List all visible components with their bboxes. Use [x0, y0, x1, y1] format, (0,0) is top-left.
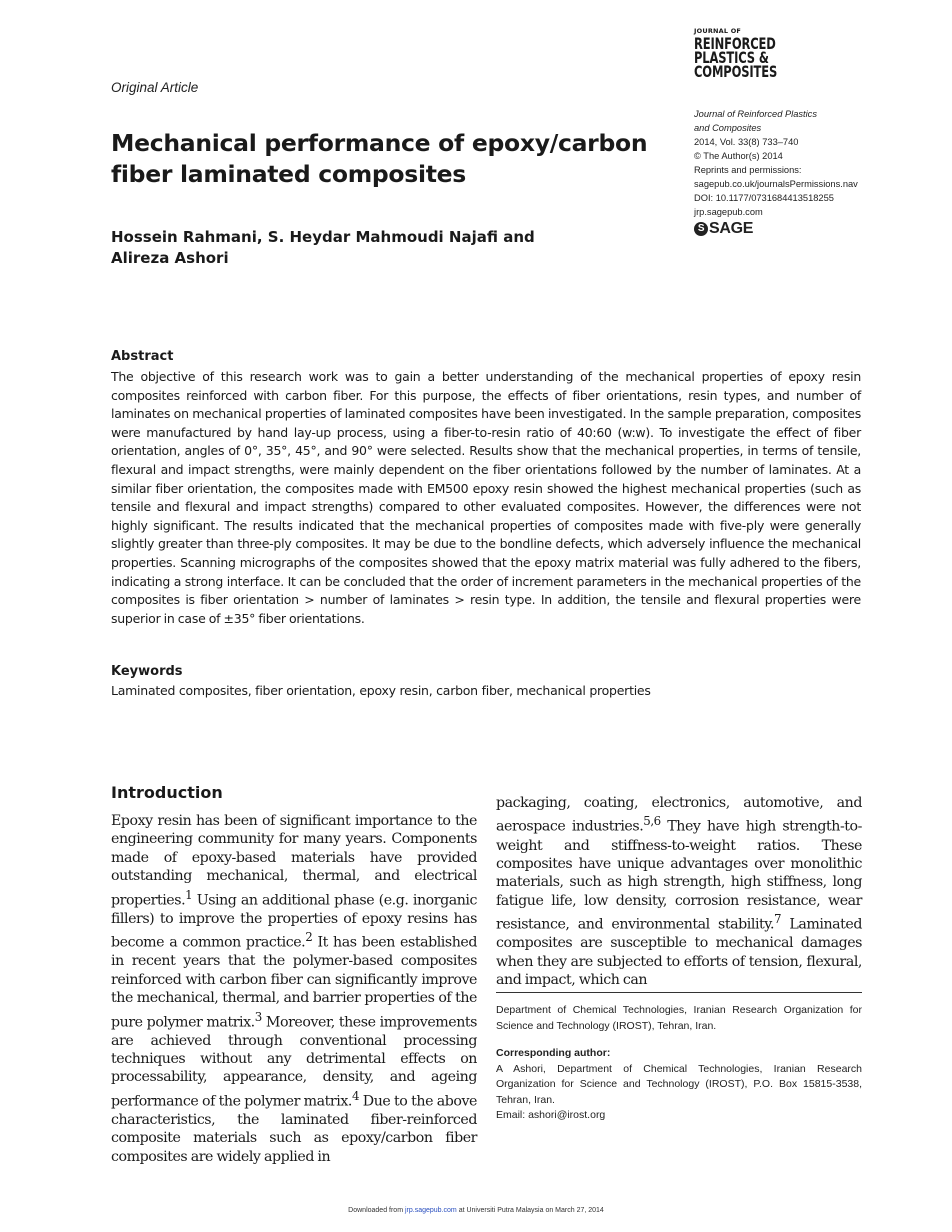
intro-text: Moreover, these improvements are achieved through conventional processing techniques without any detrimental effects on processability, appearance, density, and ageing performance of the polymer matrix.	[111, 1014, 477, 1110]
introduction-left-column	[111, 812, 477, 1166]
citation-ref[interactable]: 4	[351, 1088, 360, 1103]
footnotes	[496, 1003, 862, 1124]
download-suffix: at Universiti Putra Malaysia on March 27, 2014	[456, 1207, 604, 1214]
intro-text: packaging, coating, electronics, automotive, and aerospace industries.	[496, 795, 862, 836]
download-notice	[0, 1207, 952, 1214]
download-prefix: Downloaded from	[348, 1207, 405, 1214]
journal-logo-small: JOURNAL OF	[694, 27, 742, 35]
sage-logo-icon: S	[694, 222, 708, 236]
intro-text: It has been established in recent years that the polymer-based composites reinforced with carbon fiber can significantly improve the mechanical, thermal, and barrier properties of the pure polymer matrix.	[111, 934, 477, 1031]
journal-logo	[694, 28, 809, 79]
corresponding-author-email[interactable]: Email: ashori@irost.org	[496, 1109, 606, 1121]
journal-logo-line: COMPOSITES	[694, 61, 778, 81]
affiliation-note: Department of Chemical Technologies, Iranian Research Organization for Science and Technology (IROST), Tehran, Iran.	[496, 1004, 862, 1032]
intro-text: Laminated composites are susceptible to mechanical damages when they are subjected to efforts of tension, flexural, and impact, which can	[496, 916, 862, 989]
journal-logo-line: REINFORCED	[694, 33, 776, 53]
introduction-right-column	[496, 794, 862, 989]
journal-meta	[694, 107, 858, 236]
meta-reprints: Reprints and permissions:	[694, 165, 802, 175]
intro-text: They have high strength-to-weight and stiffness-to-weight ratios. These composites have unique advantages over monolithic materials, such as high strength, high stiffness, long fatigue life, low density, corrosion resistance, wear resistance, and environmental stability.	[496, 819, 862, 933]
journal-logo-line: PLASTICS &	[694, 47, 769, 67]
meta-permissions-link[interactable]: sagepub.co.uk/journalsPermissions.nav	[694, 179, 858, 189]
citation-ref[interactable]: 2	[305, 930, 313, 945]
citation-ref[interactable]: 1	[185, 887, 193, 902]
meta-journal-name: Journal of Reinforced Plastics	[694, 109, 817, 119]
download-site-link[interactable]: jrp.sagepub.com	[404, 1207, 457, 1214]
meta-volume: 2014, Vol. 33(8) 733–740	[694, 137, 799, 147]
citation-ref[interactable]: 3	[254, 1009, 262, 1024]
article-title: Mechanical performance of epoxy/carbon fiber laminated composites	[111, 129, 648, 188]
meta-doi[interactable]: DOI: 10.1177/0731684413518255	[694, 193, 834, 203]
article-authors: Hossein Rahmani, S. Heydar Mahmoudi Najafi and Alireza Ashori	[111, 228, 535, 267]
abstract-text: The objective of this research work was to gain a better understanding of the mechanical properties of epoxy resin composites reinforced with carbon fiber. For this purpose, the effects of fiber orientations, resin types, and number of laminates on mechanical properties of laminated composites have been investigated. In the sample preparation, composites were manufactured by hand lay-up process, using a fiber-to-resin ratio of 40:60 (w:w). To investigate the effect of fiber orientation, angles of 0°, 35°, 45°, and 90° were selected. Results show that the mechanical properties, in terms of tensile, flexural and impact strengths, were mainly dependent on the fiber orientations followed by the number of laminates. At a similar fiber orientation, the composites made with EM500 epoxy resin showed the highest mechanical properties (such as tensile and flexural and impact strengths) compared to other evaluated composites. However, the differences were not highly significant. The results indicated that the mechanical properties of composites made with five-ply were generally slightly greater than three-ply composites. It may be due to the bondline defects, which adversely influence the mechanical properties. Scanning micrographs of the composites showed that the epoxy matrix material was fully adhered to the fibers, indicating a strong interface. It can be concluded that the order of increment parameters in the mechanical properties of the composites is fiber orientation > number of laminates > resin type. In addition, the tensile and flexural properties were superior in case of ±35° fiber orientations.	[111, 369, 861, 626]
keywords-heading: Keywords	[111, 664, 183, 679]
abstract-heading: Abstract	[111, 349, 174, 364]
article-type-label: Original Article	[111, 80, 199, 95]
intro-text: Due to the above characteristics, the laminated fiber-reinforced composite materials such as epoxy/carbon fiber composites are widely applied in	[111, 1093, 478, 1165]
citation-ref[interactable]: 5,6	[643, 814, 661, 829]
introduction-heading: Introduction	[111, 783, 223, 802]
intro-text: Using an additional phase (e.g. inorganic fillers) to improve the properties of epoxy resins has become a common practice.	[111, 892, 477, 951]
meta-journal-name-cont: and Composites	[694, 123, 762, 133]
keywords-text: Laminated composites, fiber orientation, epoxy resin, carbon fiber, mechanical properties	[111, 683, 651, 698]
publisher-name: SAGE	[709, 220, 754, 237]
meta-site-link[interactable]: jrp.sagepub.com	[694, 207, 763, 217]
meta-copyright: © The Author(s) 2014	[694, 151, 783, 161]
citation-ref[interactable]: 7	[774, 912, 782, 927]
footnote-divider	[496, 992, 862, 993]
corresponding-author-heading: Corresponding author:	[496, 1047, 611, 1059]
publisher-logo	[694, 222, 858, 236]
corresponding-author-text: A Ashori, Department of Chemical Technologies, Iranian Research Organization for Science and Technology (IROST), P.O. Box 15815-3538, Tehran, Iran.	[496, 1062, 862, 1106]
intro-text: Epoxy resin has been of significant importance to the engineering community for many years. Components made of epoxy-based materials have provided outstanding mechanical, thermal, and electrical properties.	[111, 813, 477, 909]
